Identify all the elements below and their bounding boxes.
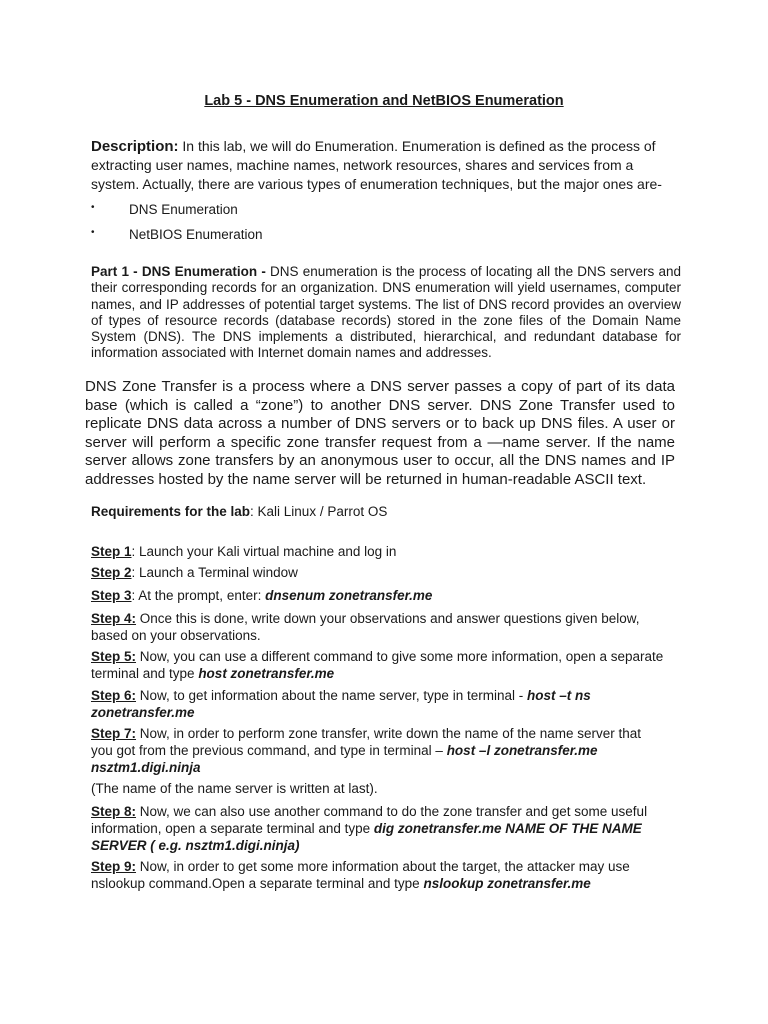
step-label: Step 6: <box>91 688 137 703</box>
step-text: Now, to get information about the name server, type in terminal - <box>136 688 527 703</box>
description-text: In this lab, we will do Enumeration. Enumeration is defined as the process of extracting user names, machine names, network resources, shares and services from a system. Actually, there are various types of enumeration techniques, but the major ones are- <box>91 138 662 192</box>
step-6 <box>91 687 666 721</box>
part1-text: DNS enumeration is the process of locating all the DNS servers and their corresponding records for an organization. DNS enumeration will yield usernames, computer names, and IP addresses of potential target systems. The list of DNS record provides an overview of types of resource records (database records) stored in the zone files of the Domain Name System (DNS). The DNS implements a distributed, hierarchical, and redundant database for information associated with Internet domain names and addresses. <box>91 264 681 361</box>
step-text: : At the prompt, enter: <box>131 588 266 603</box>
step-label: Step 7: <box>91 726 137 741</box>
step-text: Now, we can also use another command to do the zone transfer and get some useful information, open a separate terminal and type <box>91 804 648 836</box>
step-label: Step 8: <box>91 804 137 819</box>
step-command: dig zonetransfer.me NAME OF THE NAME SERVER ( e.g. nsztm1.digi.ninja) <box>91 821 642 853</box>
step-2 <box>91 564 666 581</box>
step-command: nslookup zonetransfer.me <box>423 876 591 891</box>
step-text: : Launch a Terminal window <box>131 565 298 580</box>
requirements-label: Requirements for the lab <box>91 504 251 519</box>
step-text: Now, in order to get some more information about the target, the attacker may use nslookup command.Open a separate terminal and type <box>91 859 630 891</box>
step-command: host –l zonetransfer.me nsztm1.digi.ninja <box>91 743 598 775</box>
step-3 <box>91 587 666 604</box>
step-label: Step 4: <box>91 611 137 626</box>
description-paragraph <box>91 137 681 194</box>
part1-paragraph <box>91 264 681 362</box>
step-9 <box>91 858 666 892</box>
step-1 <box>91 543 666 560</box>
part1-label: Part 1 - DNS Enumeration - <box>91 264 266 279</box>
step-command: host –t ns zonetransfer.me <box>91 688 591 720</box>
step-label: Step 3 <box>91 588 132 603</box>
step-8 <box>91 803 666 854</box>
zone-transfer-paragraph: DNS Zone Transfer is a process where a DNS server passes a copy of part of its data base (which is called a “zone”) to another DNS server. DNS Zone Transfer used to replicate DNS data across a number of DNS servers or to back up DNS files. A user or server will perform a specific zone transfer request from a —name server. If the name server allows zone transfers by an anonymous user to occur, all the DNS names and IP addresses hosted by the name server will be returned in human-readable ASCII text. <box>85 378 675 488</box>
description-label: Description: <box>91 138 179 155</box>
requirements-text: : Kali Linux / Parrot OS <box>250 504 388 519</box>
step-label: Step 1 <box>91 544 132 559</box>
step-command: dnsenum zonetransfer.me <box>265 588 433 603</box>
step-text: Now, you can use a different command to give some more information, open a separate terminal and type <box>91 649 664 681</box>
step-7 <box>91 725 666 776</box>
bullet-text: NetBIOS Enumeration <box>129 227 263 242</box>
bullet-text: DNS Enumeration <box>129 202 238 217</box>
step-text: Now, in order to perform zone transfer, write down the name of the name server that you got from the previous command, and type in terminal – <box>91 726 642 758</box>
step-command: host zonetransfer.me <box>198 666 335 681</box>
step-label: Step 5: <box>91 649 137 664</box>
step-label: Step 9: <box>91 859 137 874</box>
step-text: Once this is done, write down your observations and answer questions given below, based on your observations. <box>91 611 640 643</box>
document-title: Lab 5 - DNS Enumeration and NetBIOS Enumeration <box>204 93 564 109</box>
step-note: (The name of the name server is written at last). <box>91 781 378 796</box>
requirements-line <box>91 504 681 520</box>
step-text: : Launch your Kali virtual machine and log in <box>131 544 397 559</box>
step-5 <box>91 648 666 682</box>
bullet-marker: • <box>91 202 95 213</box>
step-4 <box>91 610 666 644</box>
step-label: Step 2 <box>91 565 132 580</box>
bullet-marker: • <box>91 227 95 238</box>
